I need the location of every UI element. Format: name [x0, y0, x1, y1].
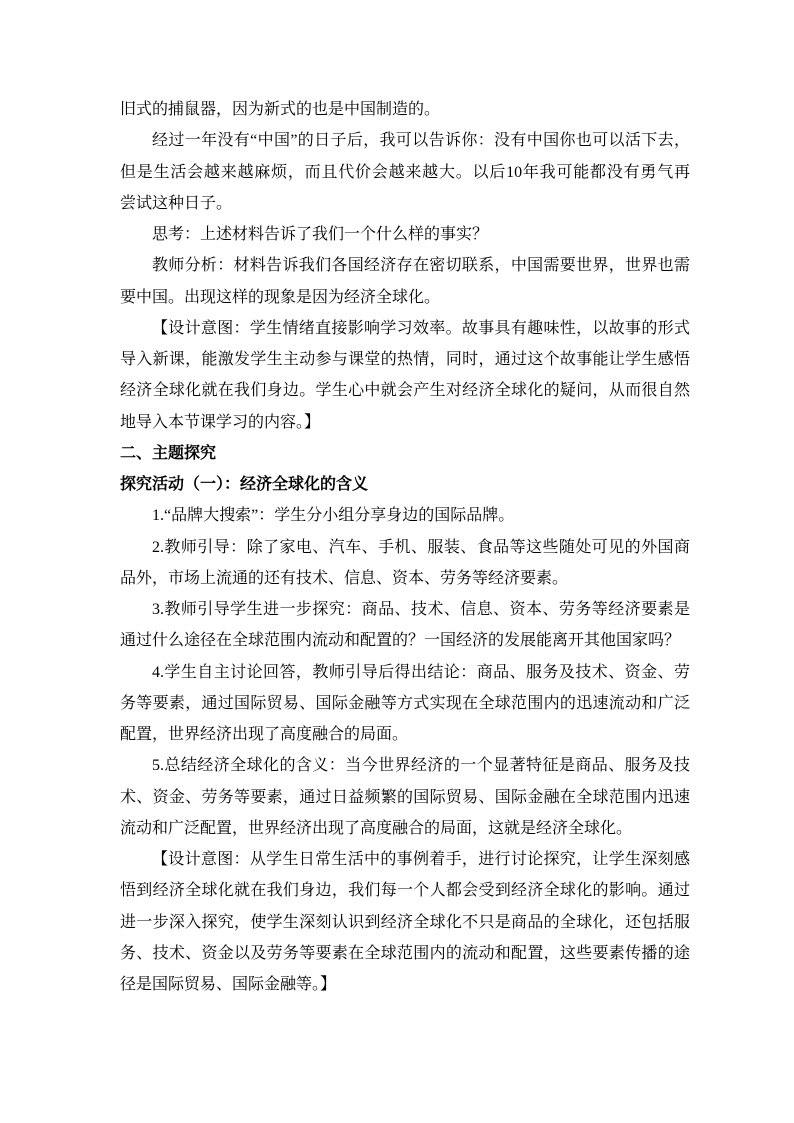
- paragraph-step-4: [120, 657, 690, 751]
- text-line: 务、技术、资金以及劳务等要素在全球范围内的流动和配置，这些要素传播的途: [120, 944, 690, 962]
- text-line: 径是国际贸易、国际金融等。】: [120, 976, 337, 993]
- text-line: 导入新课，能激发学生主动参与课堂的热情，同时，通过这个故事能让学生感悟: [120, 351, 690, 368]
- text-line: 术、资金、劳务等要素，通过日益频繁的国际贸易、国际金融在全球范围内迅速: [120, 788, 690, 806]
- text-line: 思考：上述材料告诉了我们一个什么样的事实？: [152, 226, 489, 243]
- text-line: 3.教师引导学生进一步探究：商品、技术、信息、资本、劳务等经济要素是: [152, 601, 690, 618]
- section-heading: 二、主题探究: [120, 444, 217, 462]
- text-line: 1.“品牌大搜索”：学生分小组分享身边的国际品牌。: [152, 507, 515, 525]
- paragraph-teacher-analysis: [120, 250, 690, 313]
- text-line: 旧式的捕鼠器，因为新式的也是中国制造的。: [120, 101, 441, 118]
- activity-heading: 探究活动（一）：经济全球化的含义: [120, 476, 369, 493]
- text-line: 【设计意图：从学生日常生活中的事例着手，进行讨论探究，让学生深刻感: [152, 851, 690, 868]
- text-line: 要中国。出现这样的现象是因为经济全球化。: [120, 288, 441, 306]
- text-line: 品外，市场上流通的还有技术、信息、资本、劳务等经济要素。: [120, 569, 569, 587]
- text-line: 尝试这种日子。: [120, 194, 233, 212]
- text-line: 流动和广泛配置，世界经济出现了高度融合的局面，这就是经济全球化。: [120, 819, 633, 837]
- paragraph-step-1: [120, 500, 690, 531]
- text-line: 地导入本节课学习的内容。】: [120, 413, 321, 431]
- text-line: 配置，世界经济出现了高度融合的局面。: [120, 726, 409, 743]
- paragraph-step-2: [120, 532, 690, 595]
- text-line: 经过一年没有“中国”的日子后，我可以告诉你：没有中国你也可以活下去，: [152, 132, 690, 150]
- text-line: 【设计意图：学生情绪直接影响学习效率。故事具有趣味性，以故事的形式: [152, 319, 690, 337]
- text-line: 进一步深入探究，使学生深刻认识到经济全球化不只是商品的全球化，还包括服: [120, 913, 690, 931]
- text-line: 悟到经济全球化就在我们身边，我们每一个人都会受到经济全球化的影响。通过: [120, 882, 690, 900]
- document-body: [120, 94, 690, 1000]
- paragraph-step-3: [120, 594, 690, 657]
- paragraph-design-intent-1: [120, 313, 690, 438]
- paragraph-thinking-question: [120, 219, 690, 250]
- text-line: 通过什么途径在全球范围内流动和配置的？一国经济的发展能离开其他国家吗？: [120, 632, 681, 650]
- paragraph-step-5: [120, 750, 690, 844]
- text-line: 2.教师引导：除了家电、汽车、手机、服装、食品等这些随处可见的外国商: [152, 538, 690, 556]
- text-line: 4.学生自主讨论回答，教师引导后得出结论：商品、服务及技术、资金、劳: [152, 663, 690, 681]
- text-line: 经济全球化就在我们身边。学生心中就会产生对经济全球化的疑问，从而很自然: [120, 382, 690, 400]
- text-line: 但是生活会越来越麻烦，而且代价会越来越大。以后10年我可能都没有勇气再: [120, 163, 690, 181]
- paragraph-story-conclusion: [120, 125, 690, 219]
- text-line: 教师分析：材料告诉我们各国经济存在密切联系，中国需要世界，世界也需: [152, 257, 690, 275]
- text-line: 务等要素，通过国际贸易、国际金融等方式实现在全球范围内的迅速流动和广泛: [120, 694, 690, 712]
- paragraph-design-intent-2: [120, 844, 690, 1000]
- paragraph-story-ending: [120, 94, 690, 125]
- text-line: 5.总结经济全球化的含义：当今世界经济的一个显著特征是商品、服务及技: [152, 757, 690, 775]
